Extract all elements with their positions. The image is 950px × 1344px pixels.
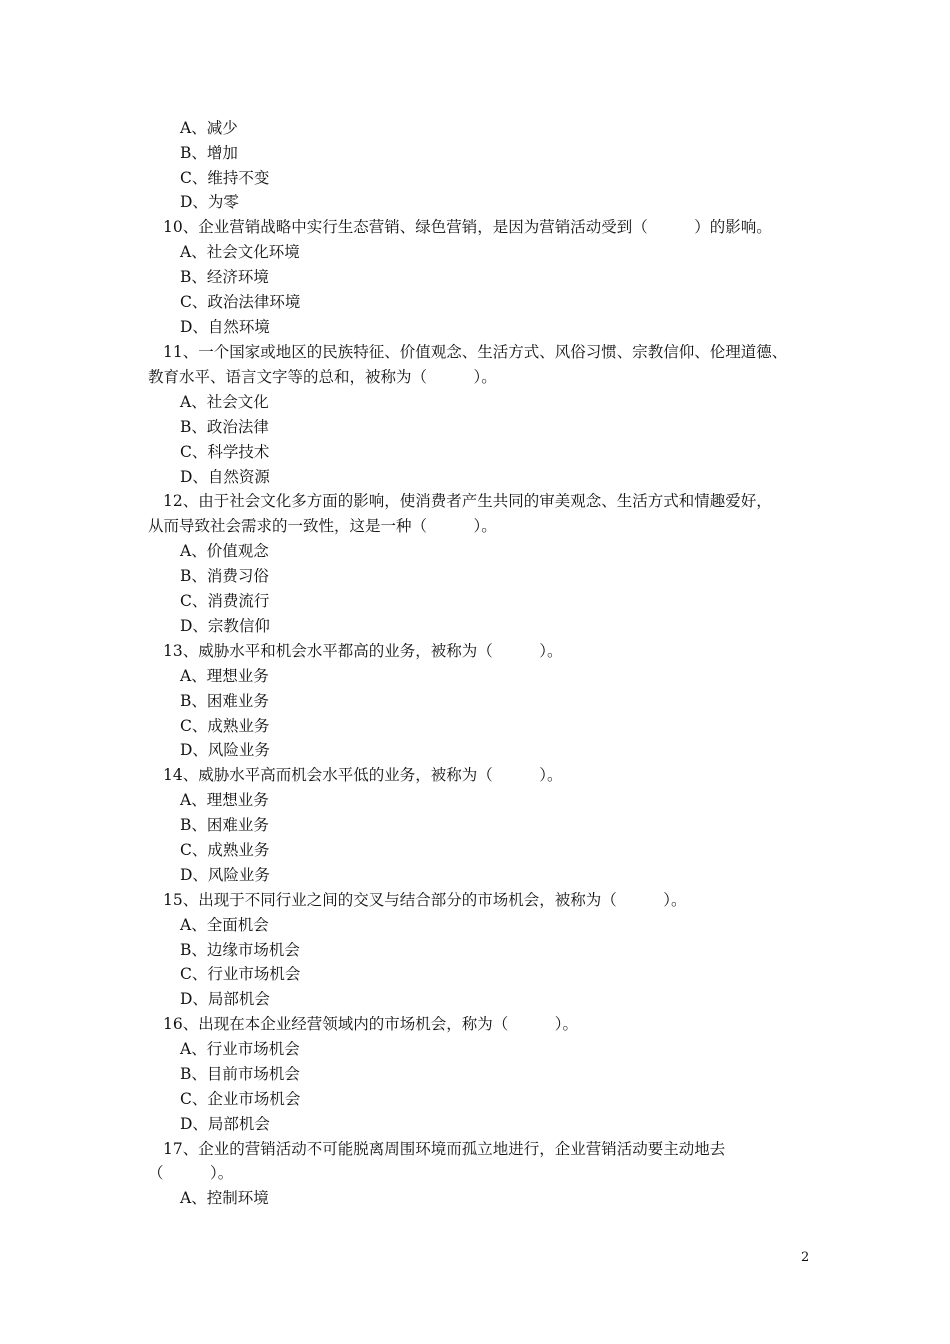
- option-line: D、自然资源: [180, 468, 270, 486]
- option-line: D、风险业务: [180, 741, 270, 759]
- option-line: D、为零: [180, 193, 239, 211]
- option-line: A、理想业务: [180, 667, 269, 685]
- option-line: D、局部机会: [180, 1115, 270, 1133]
- option-line: B、边缘市场机会: [180, 941, 300, 959]
- question-17-continued: （ ）。: [148, 1164, 234, 1182]
- question-16: 16、出现在本企业经营领域内的市场机会，称为（ ）。: [163, 1015, 578, 1033]
- option-line: C、行业市场机会: [180, 965, 301, 983]
- option-line: C、成熟业务: [180, 841, 270, 859]
- option-line: B、困难业务: [180, 692, 269, 710]
- option-line: A、理想业务: [180, 791, 269, 809]
- option-line: B、经济环境: [180, 268, 269, 286]
- option-line: D、风险业务: [180, 866, 270, 884]
- question-15: 15、出现于不同行业之间的交叉与结合部分的市场机会，被称为（ ）。: [163, 891, 687, 909]
- question-11-continued: 教育水平、语言文字等的总和，被称为（ ）。: [148, 368, 497, 386]
- option-line: C、成熟业务: [180, 717, 270, 735]
- question-10: 10、企业营销战略中实行生态营销、绿色营销，是因为营销活动受到（ ）的影响。: [163, 218, 772, 236]
- option-line: D、自然环境: [180, 318, 270, 336]
- option-line: D、局部机会: [180, 990, 270, 1008]
- option-line: A、控制环境: [180, 1189, 269, 1207]
- option-line: C、政治法律环境: [180, 293, 301, 311]
- option-line: B、目前市场机会: [180, 1065, 300, 1083]
- question-12-continued: 从而导致社会需求的一致性，这是一种（ ）。: [148, 517, 497, 535]
- option-line: C、消费流行: [180, 592, 270, 610]
- option-line: A、减少: [180, 119, 238, 137]
- option-line: A、行业市场机会: [180, 1040, 300, 1058]
- option-line: A、社会文化: [180, 393, 269, 411]
- option-line: C、科学技术: [180, 443, 270, 461]
- option-line: C、维持不变: [180, 169, 270, 187]
- option-line: D、宗教信仰: [180, 617, 270, 635]
- option-line: C、企业市场机会: [180, 1090, 301, 1108]
- page-number: 2: [801, 1250, 810, 1265]
- option-line: B、困难业务: [180, 816, 269, 834]
- question-17: 17、企业的营销活动不可能脱离周围环境而孤立地进行，企业营销活动要主动地去: [163, 1140, 726, 1158]
- option-line: B、消费习俗: [180, 567, 269, 585]
- option-line: B、增加: [180, 144, 238, 162]
- option-line: A、社会文化环境: [180, 243, 300, 261]
- option-line: A、全面机会: [180, 916, 269, 934]
- question-14: 14、威胁水平高而机会水平低的业务，被称为（ ）。: [163, 766, 563, 784]
- option-line: B、政治法律: [180, 418, 269, 436]
- question-13: 13、威胁水平和机会水平都高的业务，被称为（ ）。: [163, 642, 563, 660]
- question-12: 12、由于社会文化多方面的影响，使消费者产生共同的审美观念、生活方式和情趣爱好，: [163, 492, 772, 510]
- option-line: A、价值观念: [180, 542, 269, 560]
- question-11: 11、一个国家或地区的民族特征、价值观念、生活方式、风俗习惯、宗教信仰、伦理道德、: [163, 343, 788, 361]
